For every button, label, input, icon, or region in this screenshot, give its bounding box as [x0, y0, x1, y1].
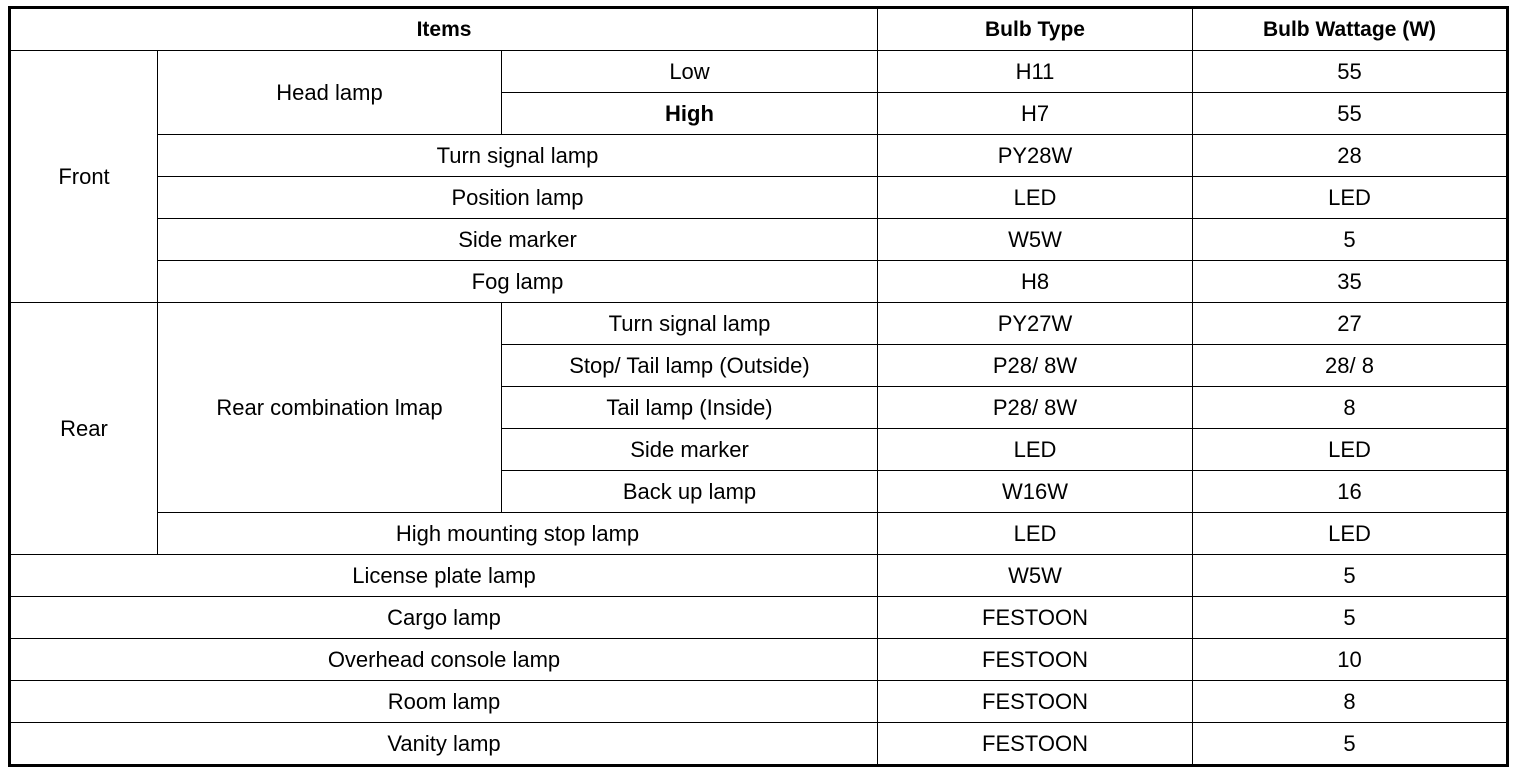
bulb-type-cell: FESTOON	[878, 639, 1193, 681]
table-row	[10, 261, 1508, 303]
item-back-up-lamp: Back up lamp	[502, 471, 878, 513]
table-row	[10, 597, 1508, 639]
table-row	[10, 219, 1508, 261]
table-row	[10, 303, 1508, 345]
bulb-wattage-cell: 10	[1193, 639, 1508, 681]
bulb-wattage-cell: 5	[1193, 723, 1508, 766]
table-row	[10, 177, 1508, 219]
header-row	[10, 8, 1508, 51]
group-front: Front	[10, 51, 158, 303]
item-rear-combination-lamp: Rear combination lmap	[158, 303, 502, 513]
group-rear: Rear	[10, 303, 158, 555]
header-bulb-wattage: Bulb Wattage (W)	[1193, 8, 1508, 51]
item-rear-turn-signal-lamp: Turn signal lamp	[502, 303, 878, 345]
table-row	[10, 135, 1508, 177]
bulb-type-cell: P28/ 8W	[878, 345, 1193, 387]
bulb-wattage-cell: 35	[1193, 261, 1508, 303]
item-head-lamp-low: Low	[502, 51, 878, 93]
bulb-wattage-cell: LED	[1193, 513, 1508, 555]
bulb-wattage-cell: 5	[1193, 555, 1508, 597]
item-stop-tail-lamp-outside: Stop/ Tail lamp (Outside)	[502, 345, 878, 387]
item-cargo-lamp: Cargo lamp	[10, 597, 878, 639]
item-license-plate-lamp: License plate lamp	[10, 555, 878, 597]
bulb-type-cell: W5W	[878, 219, 1193, 261]
bulb-wattage-cell: 8	[1193, 387, 1508, 429]
item-head-lamp-high: High	[502, 93, 878, 135]
table-row	[10, 555, 1508, 597]
bulb-wattage-cell: 55	[1193, 93, 1508, 135]
bulb-type-cell: H7	[878, 93, 1193, 135]
item-rear-side-marker: Side marker	[502, 429, 878, 471]
bulb-wattage-cell: 8	[1193, 681, 1508, 723]
table-row	[10, 723, 1508, 766]
bulb-type-cell: W5W	[878, 555, 1193, 597]
item-tail-lamp-inside: Tail lamp (Inside)	[502, 387, 878, 429]
bulb-spec-table	[8, 6, 1509, 767]
table-row	[10, 639, 1508, 681]
item-front-turn-signal-lamp: Turn signal lamp	[158, 135, 878, 177]
table-row	[10, 51, 1508, 93]
bulb-wattage-cell: LED	[1193, 177, 1508, 219]
bulb-type-cell: PY28W	[878, 135, 1193, 177]
bulb-type-cell: FESTOON	[878, 597, 1193, 639]
header-bulb-type: Bulb Type	[878, 8, 1193, 51]
bulb-type-cell: P28/ 8W	[878, 387, 1193, 429]
bulb-wattage-cell: 16	[1193, 471, 1508, 513]
bulb-type-cell: W16W	[878, 471, 1193, 513]
bulb-type-cell: FESTOON	[878, 681, 1193, 723]
item-head-lamp: Head lamp	[158, 51, 502, 135]
table-row	[10, 513, 1508, 555]
bulb-type-cell: FESTOON	[878, 723, 1193, 766]
item-overhead-console-lamp: Overhead console lamp	[10, 639, 878, 681]
bulb-type-cell: PY27W	[878, 303, 1193, 345]
item-vanity-lamp: Vanity lamp	[10, 723, 878, 766]
bulb-wattage-cell: 5	[1193, 597, 1508, 639]
item-fog-lamp: Fog lamp	[158, 261, 878, 303]
bulb-wattage-cell: 5	[1193, 219, 1508, 261]
item-position-lamp: Position lamp	[158, 177, 878, 219]
bulb-wattage-cell: LED	[1193, 429, 1508, 471]
header-items: Items	[10, 8, 878, 51]
item-high-mounting-stop-lamp: High mounting stop lamp	[158, 513, 878, 555]
bulb-wattage-cell: 55	[1193, 51, 1508, 93]
bulb-wattage-cell: 27	[1193, 303, 1508, 345]
item-room-lamp: Room lamp	[10, 681, 878, 723]
bulb-wattage-cell: 28	[1193, 135, 1508, 177]
bulb-type-cell: LED	[878, 513, 1193, 555]
item-front-side-marker: Side marker	[158, 219, 878, 261]
bulb-type-cell: LED	[878, 429, 1193, 471]
bulb-type-cell: H8	[878, 261, 1193, 303]
bulb-type-cell: H11	[878, 51, 1193, 93]
bulb-type-cell: LED	[878, 177, 1193, 219]
bulb-wattage-cell: 28/ 8	[1193, 345, 1508, 387]
table-row	[10, 681, 1508, 723]
